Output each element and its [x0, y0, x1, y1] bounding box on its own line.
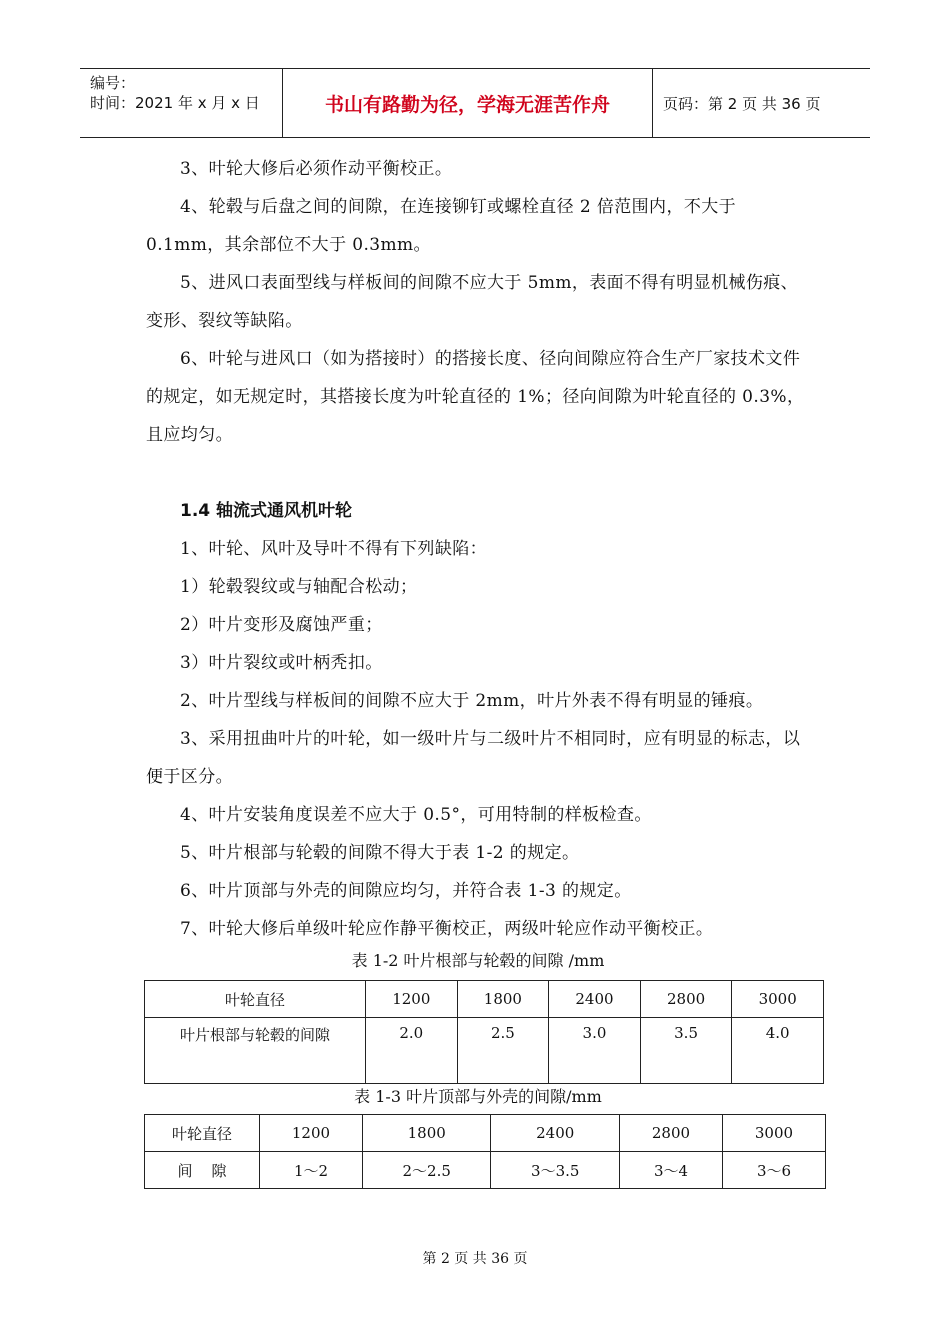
paragraph: 4、叶片安装角度误差不应大于 0.5°，可用特制的样板检查。 [180, 805, 652, 825]
paragraph: 6、叶轮与进风口（如为搭接时）的搭接长度、径向间隙应符合生产厂家技术文件的规定，如无规定时，其搭接长度为叶轮直径的 1%；径向间隙为叶轮直径的 0.3%，且应均匀。 [146, 349, 805, 445]
table-cell: 间 隙 [145, 1152, 260, 1189]
table-cell: 2400 [491, 1115, 620, 1152]
table-cell: 1200 [366, 981, 458, 1018]
paragraph: 7、叶轮大修后单级叶轮应作静平衡校正，两级叶轮应作动平衡校正。 [180, 919, 714, 939]
table-cell: 3.5 [640, 1018, 732, 1084]
table-cell: 2800 [620, 1115, 723, 1152]
table-cell: 2400 [549, 981, 641, 1018]
table-cell: 1800 [362, 1115, 491, 1152]
paragraph: 3、叶轮大修后必须作动平衡校正。 [180, 159, 453, 179]
table-cell: 1800 [457, 981, 549, 1018]
section-title: 1.4 轴流式通风机叶轮 [180, 501, 353, 521]
table-cell: 叶片根部与轮毂的间隙 [145, 1018, 366, 1084]
header-meta [80, 69, 283, 137]
paragraph: 1、叶轮、风叶及导叶不得有下列缺陷： [180, 539, 488, 559]
paragraph: 2、叶片型线与样板间的间隙不应大于 2mm，叶片外表不得有明显的锤痕。 [180, 691, 764, 711]
table-cell: 叶轮直径 [145, 1115, 260, 1152]
number-label: 编号： [90, 74, 136, 92]
table-cell: 2800 [640, 981, 732, 1018]
paragraph: 4、轮毂与后盘之间的间隙，在连接铆钉或螺栓直径 2 倍范围内，不大于 0.1mm，其余部位不大于 0.3mm。 [146, 197, 737, 255]
table-cell: 3000 [722, 1115, 825, 1152]
document-body [146, 150, 810, 1189]
table-cell: 叶轮直径 [145, 981, 366, 1018]
table-row [145, 1115, 826, 1152]
table-cell: 1～2 [260, 1152, 363, 1189]
list-item: 2）叶片变形及腐蚀严重； [180, 615, 383, 635]
table-row [145, 981, 824, 1018]
list-item: 1）轮毂裂纹或与轴配合松动； [180, 577, 418, 597]
list-item: 3）叶片裂纹或叶柄秃扣。 [180, 653, 383, 673]
table-cell: 1200 [260, 1115, 363, 1152]
table-tip-clearance [144, 1114, 826, 1189]
paragraph: 5、叶片根部与轮毂的间隙不得大于表 1-2 的规定。 [180, 843, 580, 863]
table-root-clearance [144, 980, 824, 1084]
paragraph: 3、采用扭曲叶片的叶轮，如一级叶片与二级叶片不相同时，应有明显的标志，以便于区分。 [146, 729, 801, 787]
table-cell: 2～2.5 [362, 1152, 491, 1189]
page-footer: 第 2 页 共 36 页 [422, 1251, 528, 1267]
time-label: 时间：2021 年 x 月 x 日 [90, 94, 260, 112]
header-page-info: 页码：第 2 页 共 36 页 [663, 94, 821, 113]
page-header [80, 68, 870, 138]
table-cell: 2.0 [366, 1018, 458, 1084]
paragraph: 5、进风口表面型线与样板间的间隙不应大于 5mm，表面不得有明显机械伤痕、变形、裂纹等缺陷。 [146, 273, 799, 331]
table-cell: 4.0 [732, 1018, 824, 1084]
table-caption: 表 1-2 叶片根部与轮毂的间隙 /mm [351, 951, 605, 970]
table-cell: 3～6 [722, 1152, 825, 1189]
table-row [145, 1018, 824, 1084]
table-cell: 3000 [732, 981, 824, 1018]
header-motto: 书山有路勤为径，学海无涯苦作舟 [283, 69, 653, 137]
table-cell: 3.0 [549, 1018, 641, 1084]
table-cell: 3～3.5 [491, 1152, 620, 1189]
table-row [145, 1152, 826, 1189]
table-cell: 3～4 [620, 1152, 723, 1189]
table-caption: 表 1-3 叶片顶部与外壳的间隙/mm [354, 1087, 602, 1106]
table-cell: 2.5 [457, 1018, 549, 1084]
paragraph: 6、叶片顶部与外壳的间隙应均匀，并符合表 1-3 的规定。 [180, 881, 632, 901]
